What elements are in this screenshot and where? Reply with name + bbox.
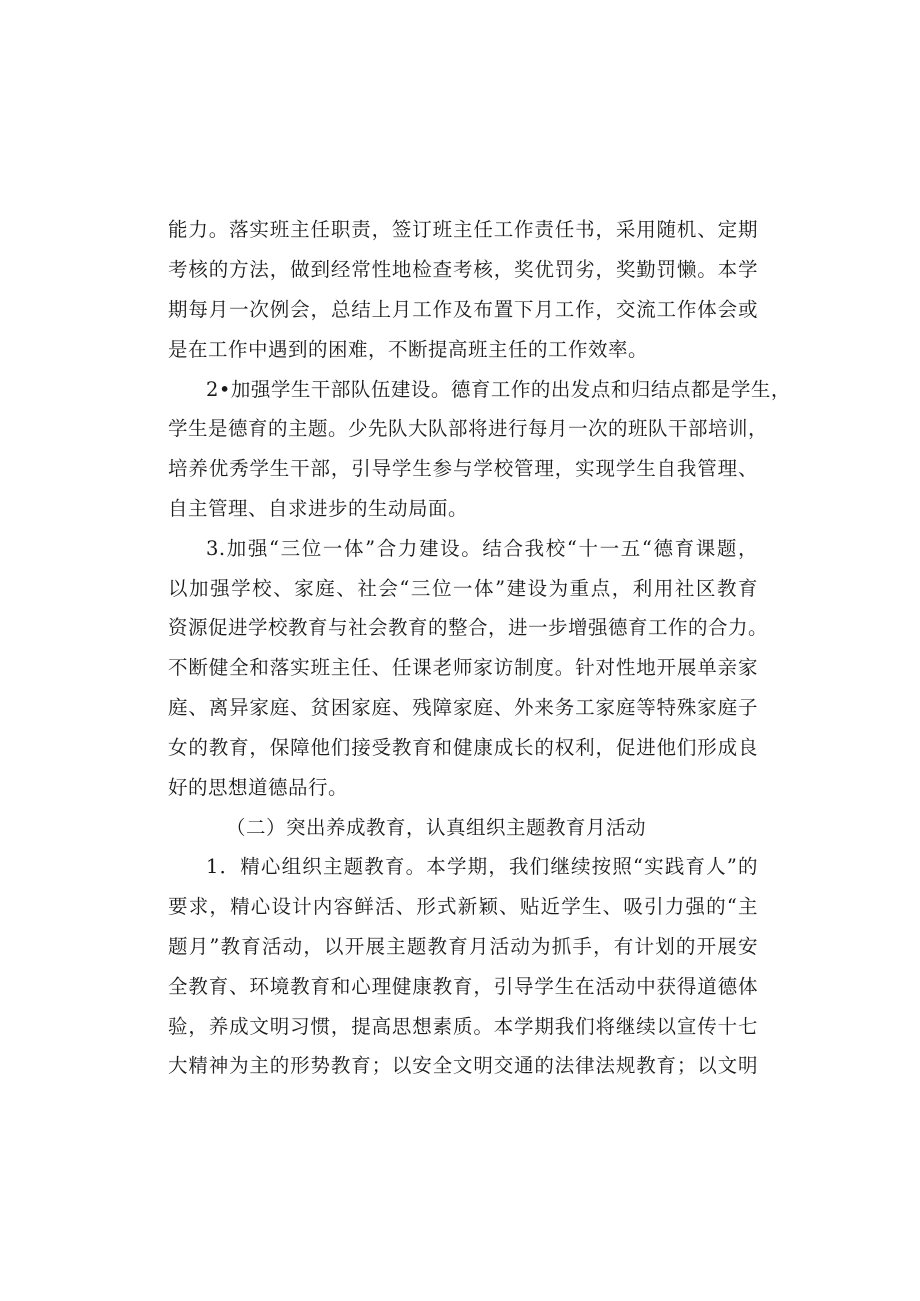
text-line: 题月”教育活动，以开展主题教育月活动为抓手，有计划的开展安 [168,935,758,958]
text-line: 期每月一次例会，总结上月工作及布置下月工作，交流工作体会或 [168,298,758,321]
text-line: 资源促进学校教育与社会教育的整合，进一步增强德育工作的合力。 [168,616,769,639]
paragraph-3-first-line: 3.加强“三位一体”合力建设。结合我校“十一五“德育课题， [206,537,758,560]
text-line: 以加强学校、家庭、社会“三位一体”建设为重点，利用社区教育 [168,577,758,600]
text-line: 好的思想道德品行。 [168,776,349,799]
text-line: 不断健全和落实班主任、任课老师家访制度。针对性地开展单亲家 [168,656,758,679]
text-line: 验，养成文明习惯，提高思想素质。本学期我们将继续以宣传十七 [168,1015,758,1038]
text-line: 考核的方法，做到经常性地检查考核，奖优罚劣，奖勤罚懒。本学 [168,258,758,281]
paragraph-2-first-line: 2•加强学生干部队伍建设。德育工作的出发点和归结点都是学生， [206,378,791,401]
paragraph-4-first-line: 1．精心组织主题教育。本学期，我们继续按照“实践育人”的 [206,855,758,878]
text-line: 能力。落实班主任职责，签订班主任工作责任书，采用随机、定期 [168,218,758,241]
text-line: 学生是德育的主题。少先队大队部将进行每月一次的班队干部培训， [168,417,769,440]
text-line: 全教育、环境教育和心理健康教育，引导学生在活动中获得道德体 [168,975,758,998]
text-line: 大精神为主的形势教育；以安全文明交通的法律法规教育；以文明 [168,1054,758,1077]
text-line: 女的教育，保障他们接受教育和健康成长的权利，促进他们形成良 [168,736,758,759]
section-heading: （二）突出养成教育，认真组织主题教育月活动 [226,816,647,839]
text-line: 庭、离异家庭、贫困家庭、残障家庭、外来务工家庭等特殊家庭子 [168,696,758,719]
text-line: 是在工作中遇到的困难，不断提高班主任的工作效率。 [168,338,649,361]
text-line: 要求，精心设计内容鲜活、形式新颖、贴近学生、吸引力强的“主 [168,895,758,918]
text-line: 培养优秀学生干部，引导学生参与学校管理，实现学生自我管理、 [168,457,758,480]
text-line: 自主管理、自求进步的生动局面。 [168,497,469,520]
